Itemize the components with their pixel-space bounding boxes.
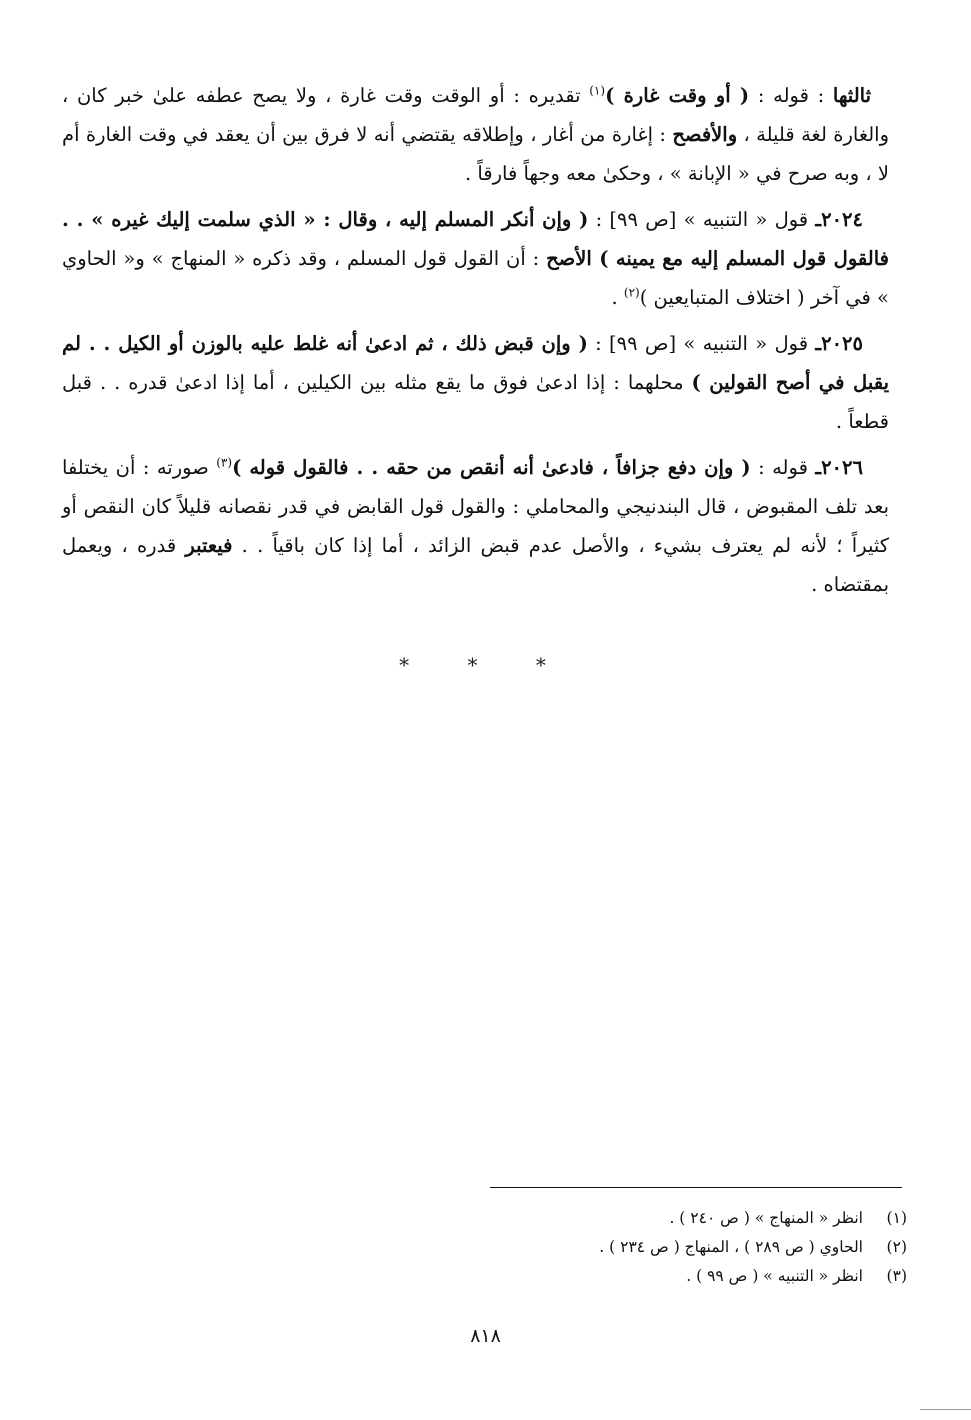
scan-edge-line [920,1409,971,1410]
section-separator: * * * [399,653,572,677]
keyword: فيعتبر [185,534,233,557]
issue-number: ٢٠٢٤ـ [815,208,863,231]
footnote-text: الحاوي ( ص ٢٨٩ ) ، المنهاج ( ص ٢٣٤ ) . [599,1238,863,1256]
quoted-text: ( وإن دفع جزافاً ، فادعىٰ أنه أنقص من حقه . . فالقول قوله ) [232,456,751,479]
paragraph-1: ثالثها : قوله : ( أو وقت غارة )$^{(١)}$ تقديره : أو الوقت وقت غارة ، ولا يصح عطفه علىٰ خبر كان ، والغارة لغة قليلة ، والأفصح : إغارة من أغار ، وإطلاقه يقتضي أنه لا فرق بين أن يعقد في وقت الغارة أم لا ، وبه صرح في « الإبانة » ، وحكىٰ معه وجهاً فارقاً . [62,83,889,185]
main-text [62,76,889,611]
quoted-text: ( وإن أنكر المسلم إليه ، وقال : « الذي سلمت إليك غيره » . . فالقول قول المسلم إليه مع يمينه ) الأصح [62,208,889,270]
footnote-1 [300,1204,907,1233]
footnote-number: (٣) [886,1267,907,1285]
heading-word: ثالثها [832,84,871,107]
footnote-3 [300,1262,907,1291]
footnote-divider [490,1187,902,1188]
footnote-ref-3[interactable]: (٣) [216,455,233,470]
paragraph-2025: ٢٠٢٥ـ قول « التنبيه » [ص ٩٩] : ( وإن قبض ذلك ، ثم ادعىٰ أنه غلط عليه بالوزن أو الكيل . . لم يقبل في أصح القولين ) محلهما : إذا ادعىٰ فوق ما يقع مثله بين الكيلين ، أما إذا ادعىٰ قدره . . قبل قطعاً . [62,332,889,433]
paragraph-2024: ٢٠٢٤ـ قول « التنبيه » [ص ٩٩] : ( وإن أنكر المسلم إليه ، وقال : « الذي سلمت إليك غيره » . . فالقول قول المسلم إليه مع يمينه ) الأصح : أن القول قول المسلم ، وقد ذكره « المنهاج » و« الحاوي » في آخر ( اختلاف المتبايعين )$^{(٢)}$ . [62,208,889,309]
keyword: والأفصح [672,123,738,146]
footnote-text: انظر « المنهاج » ( ص ٢٤٠ ) . [669,1209,863,1227]
page-number: ٨١٨ [470,1325,501,1347]
footnote-2 [300,1233,907,1262]
issue-number: ٢٠٢٦ـ [815,456,863,479]
footnote-number: (٢) [886,1238,907,1256]
footnotes [300,1204,907,1291]
footnote-number: (١) [886,1209,907,1227]
footnote-ref-2[interactable]: (٢) [623,285,640,300]
footnote-text: انظر « التنبيه » ( ص ٩٩ ) . [686,1267,863,1285]
paragraph-2026: ٢٠٢٦ـ قوله : ( وإن دفع جزافاً ، فادعىٰ أنه أنقص من حقه . . فالقول قوله )$^{(٣)}$ صورته : أن يختلفا بعد تلف المقبوض ، قال البندنيجي والمحاملي : والقول قول القابض في قدر نقصانه قليلاً كان النقص أو كثيراً ؛ لأنه لم يعترف بشيء ، والأصل عدم قبض الزائد ، أما إذا كان باقياً . . فيعتبر قدره ، ويعمل بمقتضاه . [62,455,890,596]
quoted-text: ( وإن قبض ذلك ، ثم ادعىٰ أنه غلط عليه بالوزن أو الكيل . . لم يقبل في أصح القولين ) [62,332,889,394]
issue-number: ٢٠٢٥ـ [815,332,863,355]
quoted-text: ( أو وقت غارة ) [605,84,750,107]
footnote-ref-1[interactable]: (١) [589,83,606,98]
